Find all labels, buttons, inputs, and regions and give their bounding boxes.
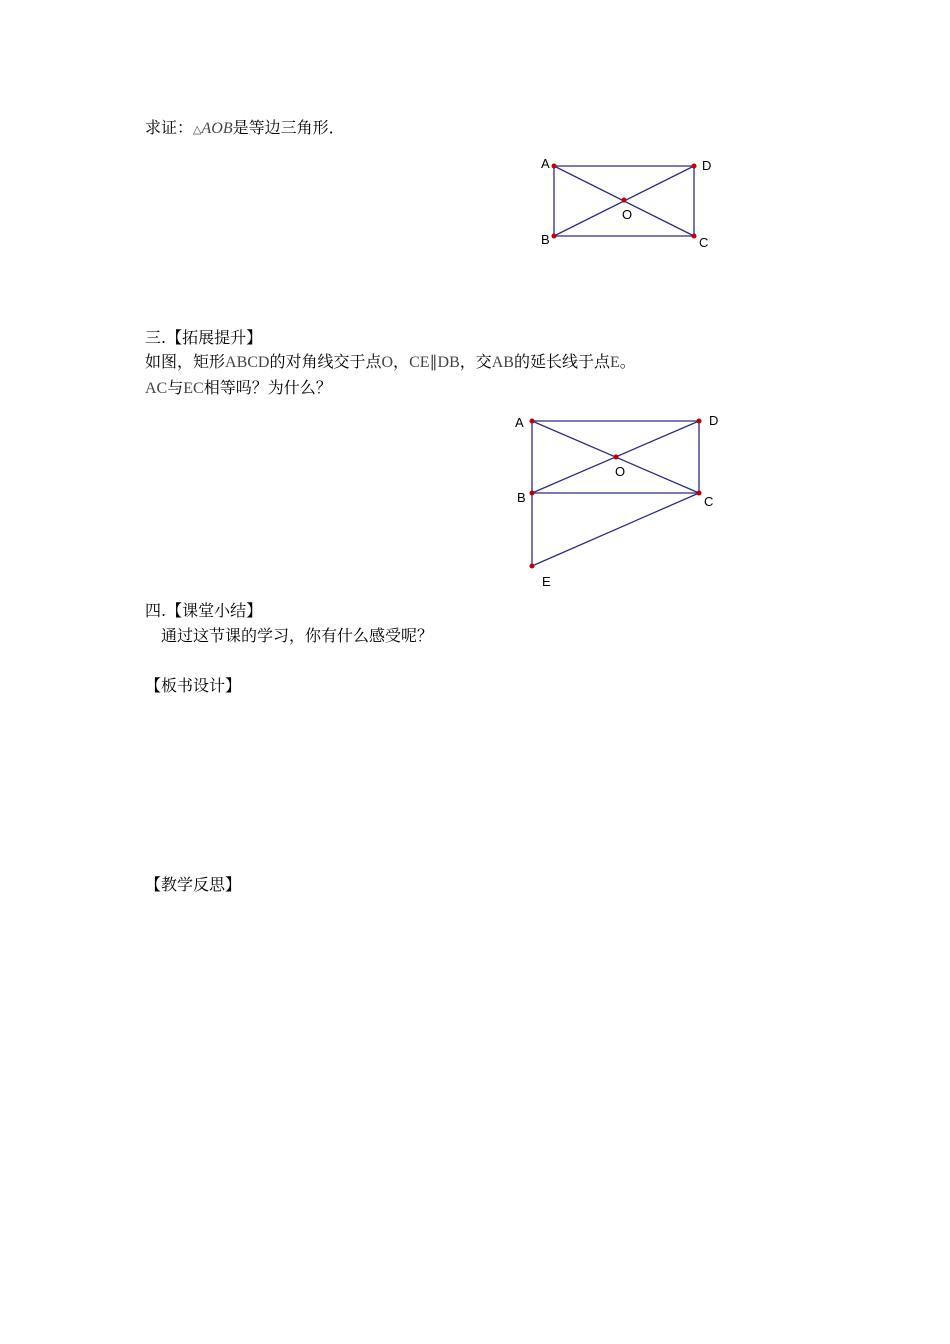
prove-suffix: 是等边三角形． <box>232 118 345 137</box>
text: 如图，矩形 <box>145 352 226 371</box>
math: E <box>610 354 620 371</box>
board-design-title: 【板书设计】 <box>145 676 242 695</box>
text: 与 <box>167 378 184 397</box>
triangle-symbol: △ <box>193 124 202 136</box>
label-E: E <box>542 574 551 589</box>
text: 的延长线于点 <box>513 352 610 371</box>
label-C: C <box>704 494 714 509</box>
text: 。 <box>619 352 636 371</box>
teaching-reflection-title: 【教学反思】 <box>145 875 242 894</box>
figure-extension <box>532 421 699 566</box>
math: O <box>381 354 394 371</box>
label-C: C <box>699 235 709 250</box>
label-B: B <box>517 490 526 505</box>
math: AB <box>491 354 514 371</box>
math: EC <box>183 380 204 397</box>
text: 相等吗？为什么？ <box>203 378 332 397</box>
section-4-title: 四.【课堂小结】 <box>145 601 263 620</box>
label-D: D <box>702 158 712 173</box>
label-O: O <box>615 464 626 479</box>
text: ，交 <box>459 352 492 371</box>
triangle-name: AOB <box>201 120 233 137</box>
text: 的对角线交于点 <box>269 352 382 371</box>
text: ， <box>393 352 410 371</box>
label-O: O <box>622 207 633 222</box>
math: ABCD <box>225 354 270 371</box>
section-3-line-1 <box>145 352 636 373</box>
math: AC <box>145 380 168 397</box>
label-B: B <box>541 232 550 247</box>
math: CE∥DB <box>409 354 460 371</box>
label-A: A <box>541 156 550 171</box>
label-A: A <box>515 415 524 430</box>
section-3-line-2 <box>145 378 332 399</box>
section-4-body: 通过这节课的学习，你有什么感受呢？ <box>161 626 434 645</box>
section-3-title: 三.【拓展提升】 <box>145 328 263 347</box>
prove-prefix: 求证： <box>145 118 194 137</box>
label-D: D <box>709 413 719 428</box>
